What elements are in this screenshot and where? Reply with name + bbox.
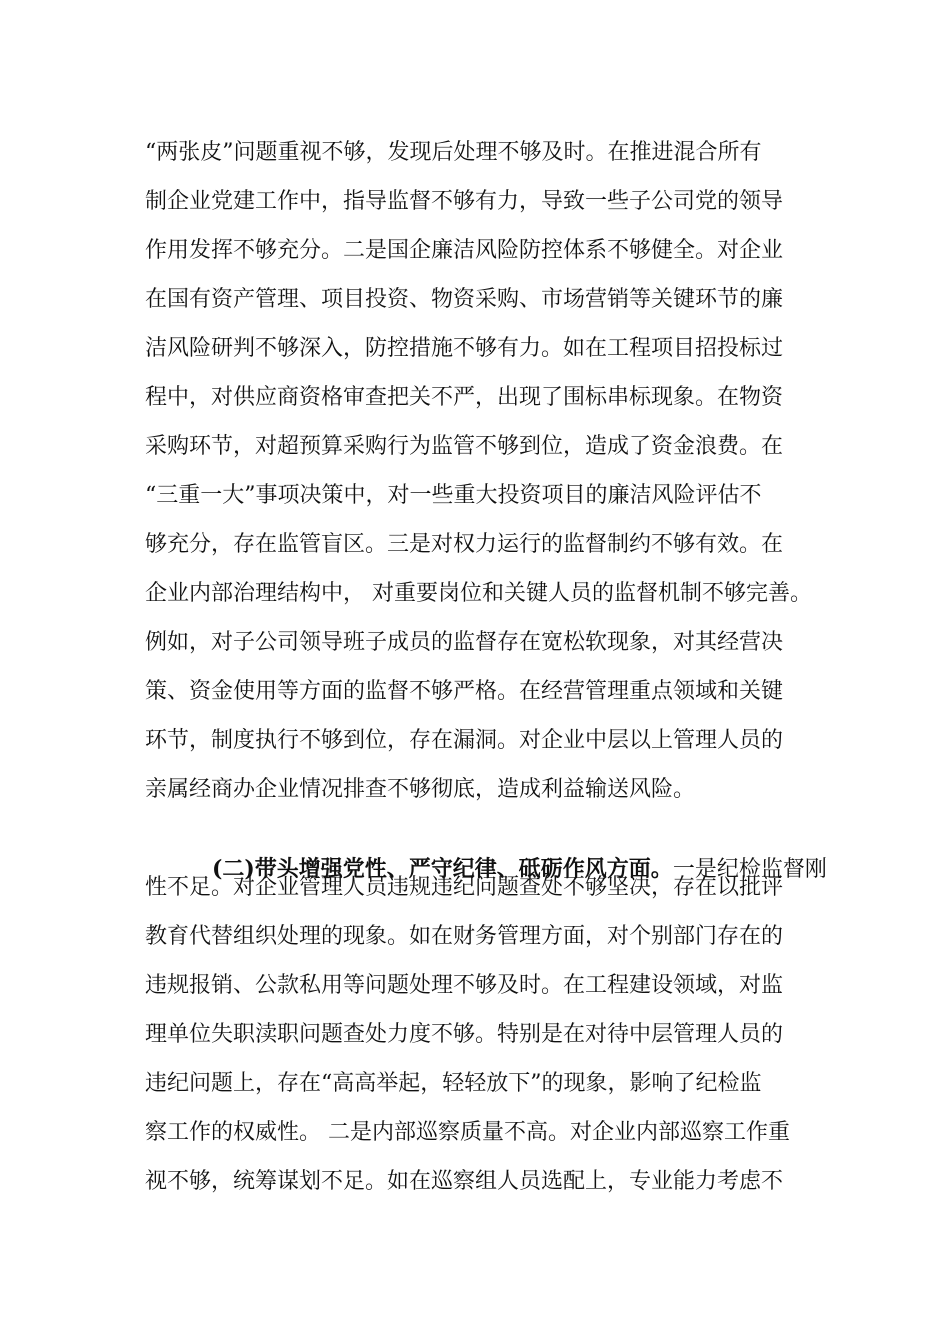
text-line: “三重一大”事项决策中，对一些重大投资项目的廉洁风险评估不: [145, 483, 762, 508]
text-line: 性不足。对企业管理人员违规违纪问题查处不够坚决，存在以批评: [145, 875, 784, 900]
text-line: 企业内部治理结构中， 对重要岗位和关键人员的监督机制不够完善。: [145, 581, 812, 606]
text-line: 洁风险研判不够深入，防控措施不够有力。如在工程项目招投标过: [145, 336, 784, 361]
text-line: 教育代替组织处理的现象。如在财务管理方面，对个别部门存在的: [145, 924, 784, 949]
text-line: 在国有资产管理、项目投资、物资采购、市场营销等关键环节的廉: [145, 287, 784, 312]
text-line: 采购环节，对超预算采购行为监管不够到位，造成了资金浪费。在: [145, 434, 784, 459]
text-line: 例如，对子公司领导班子成员的监督存在宽松软现象，对其经营决: [145, 630, 784, 655]
text-line: 理单位失职渎职问题查处力度不够。特别是在对待中层管理人员的: [145, 1022, 784, 1047]
text-line: 作用发挥不够充分。二是国企廉洁风险防控体系不够健全。对企业: [145, 238, 784, 263]
text-line: 违规报销、公款私用等问题处理不够及时。在工程建设领域，对监: [145, 973, 784, 998]
text-line: 够充分，存在监管盲区。三是对权力运行的监督制约不够有效。在: [145, 532, 784, 557]
text-line: 亲属经商办企业情况排查不够彻底，造成利益输送风险。: [145, 777, 696, 802]
section-heading: (二)带头增强党性、严守纪律、砥砺作风方面。: [211, 856, 673, 882]
text-line: 制企业党建工作中，指导监督不够有力，导致一些子公司党的领导: [145, 189, 784, 214]
text-line: 环节，制度执行不够到位，存在漏洞。对企业中层以上管理人员的: [145, 728, 784, 753]
text-line: 策、资金使用等方面的监督不够严格。在经营管理重点领域和关键: [145, 679, 784, 704]
text-line: “两张皮”问题重视不够，发现后处理不够及时。在推进混合所有: [145, 140, 762, 165]
section-heading-continuation: 一是纪检监督刚: [672, 857, 827, 882]
text-line: 程中，对供应商资格审查把关不严，出现了围标串标现象。在物资: [145, 385, 784, 410]
text-line: 视不够，统筹谋划不足。如在巡察组人员选配上，专业能力考虑不: [145, 1169, 784, 1194]
text-line: 违纪问题上，存在“高高举起，轻轻放下”的现象，影响了纪检监: [145, 1071, 762, 1096]
text-line: 察工作的权威性。 二是内部巡察质量不高。对企业内部巡察工作重: [145, 1120, 790, 1145]
